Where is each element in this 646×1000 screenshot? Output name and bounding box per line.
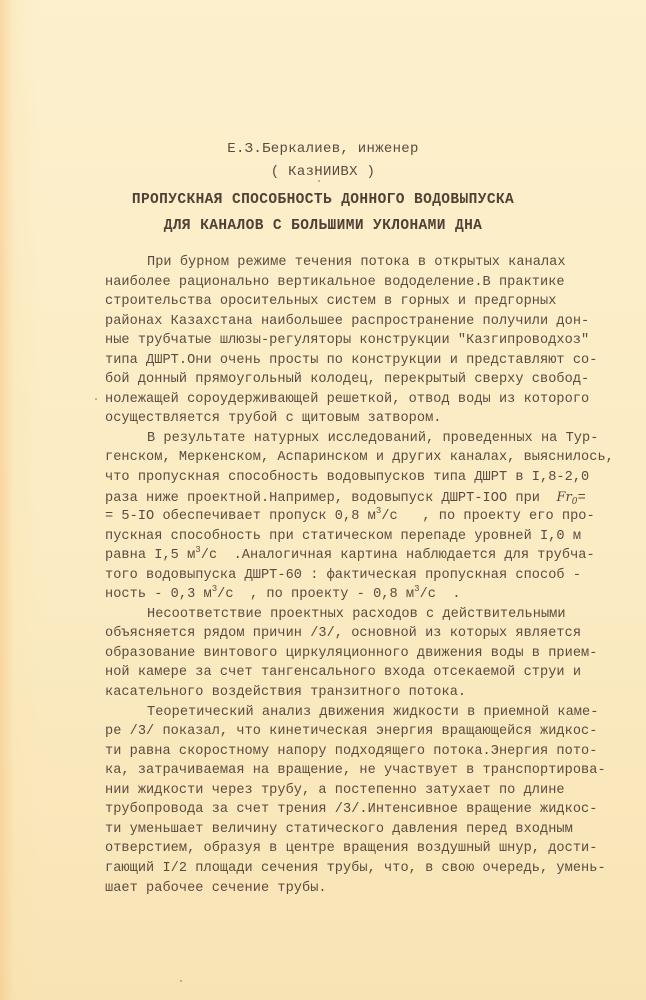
text-line: В результате натурных исследований, проведенных на Тур-: [147, 430, 599, 446]
text-line: нии жидкости через трубу, а постепенно затухает по длине: [105, 782, 565, 798]
text-line: строительства оросительных систем в горных и предгорных: [105, 294, 557, 310]
text-line: ре /3/ показал, что кинетическая энергия вращающейся жидкос-: [105, 724, 598, 740]
text-line: отверстием, образуя в центре вращения воздушный шнур, дости-: [105, 841, 598, 857]
text-line: типа ДШРТ.Они очень просты по конструкции и представляют со-: [105, 352, 598, 368]
text-line: нолежащей сороудерживающей решеткой, отвод воды из которого: [105, 391, 590, 407]
text-line: генском, Меркенском, Аспаринском и других каналах, выяснилось,: [105, 450, 614, 466]
text-line: пускная способность при статическом перепаде уровней I,0 м: [105, 528, 582, 544]
text-line: гающий I/2 площади сечения трубы, что, в свою очередь, умень-: [105, 860, 606, 876]
organization-line: ( КазНИИВХ ): [270, 164, 376, 180]
text-line: ти уменьшает величину статического давления перед входным: [105, 821, 573, 837]
text-line: ка, затрачиваемая на вращение, не участвует в транспортирова-: [105, 763, 606, 779]
text-line: ность - 0,3 $м^3/с$ , по проекту - 0,8 $м^3/с$ .: [105, 584, 461, 603]
text-line: ти равна скоростному напору подходящего потока.Энергия пото-: [105, 743, 598, 759]
text-line: образование винтового циркуляционного движения воды в прием-: [105, 645, 598, 661]
text-line: объясняется рядом причин /3/, основной из которых является: [105, 626, 582, 642]
body-text: [105, 253, 625, 898]
text-line: равна I,5 $м^3/с$ .Аналогичная картина наблюдается для трубча-: [105, 545, 595, 564]
paper-speck: [180, 980, 182, 982]
text-line: того водовыпуска ДШРТ-60 : фактическая пропускная способ -: [105, 567, 582, 583]
text-line: шает рабочее сечение трубы.: [105, 880, 327, 896]
author-line: Е.З.Беркалиев, инженер: [227, 141, 419, 157]
text-line: ной камере за счет тангенсального входа отсекаемой струи и: [105, 665, 582, 681]
title-line-2: ДЛЯ КАНАЛОВ С БОЛЬШИМИ УКЛОНАМИ ДНА: [163, 218, 483, 234]
froude-number-symbol: $Fr_0$: [556, 489, 578, 507]
text-line: Теоретический анализ движения жидкости в приемной каме-: [147, 704, 599, 720]
text-line: наиболее рационально вертикальное вододеление.В практике: [105, 274, 565, 290]
text-line: трубопровода за счет трения /3/.Интенсивное вращение жидкос-: [105, 802, 598, 818]
text-line: = 5-IO обеспечивает пропуск 0,8 $м^3/с$ , по проекту его про-: [105, 506, 595, 525]
text-line: ные трубчатые шлюзы-регуляторы конструкции "Казгипроводхоз": [105, 333, 590, 349]
text-line: При бурном режиме течения потока в открытых каналах: [147, 255, 566, 270]
paper-speck: [318, 180, 320, 182]
text-line: Несоответствие проектных расходов с действительными: [147, 606, 566, 622]
text-line: бой донный прямоугольный колодец, перекрытый сверху свобод-: [105, 372, 590, 388]
text-line: что пропускная способность водовыпусков типа ДШРТ в I,8-2,0: [105, 470, 590, 486]
paper-speck: [95, 398, 97, 400]
text-fragment: раза ниже проектной.Например, водовыпуск ДШРТ-IOO при: [105, 490, 541, 506]
text-line: районах Казахстана наибольшее распространение получили дон-: [105, 313, 590, 329]
text-line: касательного воздействия транзитного потока.: [105, 685, 467, 701]
text-line: осуществляется трубой с щитовым затвором.: [105, 411, 442, 427]
title-line-1: ПРОПУСКНАЯ СПОСОБНОСТЬ ДОННОГО ВОДОВЫПУСКА: [131, 192, 515, 208]
text-line-with-froude: раза ниже проектной.Например, водовыпуск ДШРТ-IOO при $Fr_0=$: [105, 489, 586, 507]
